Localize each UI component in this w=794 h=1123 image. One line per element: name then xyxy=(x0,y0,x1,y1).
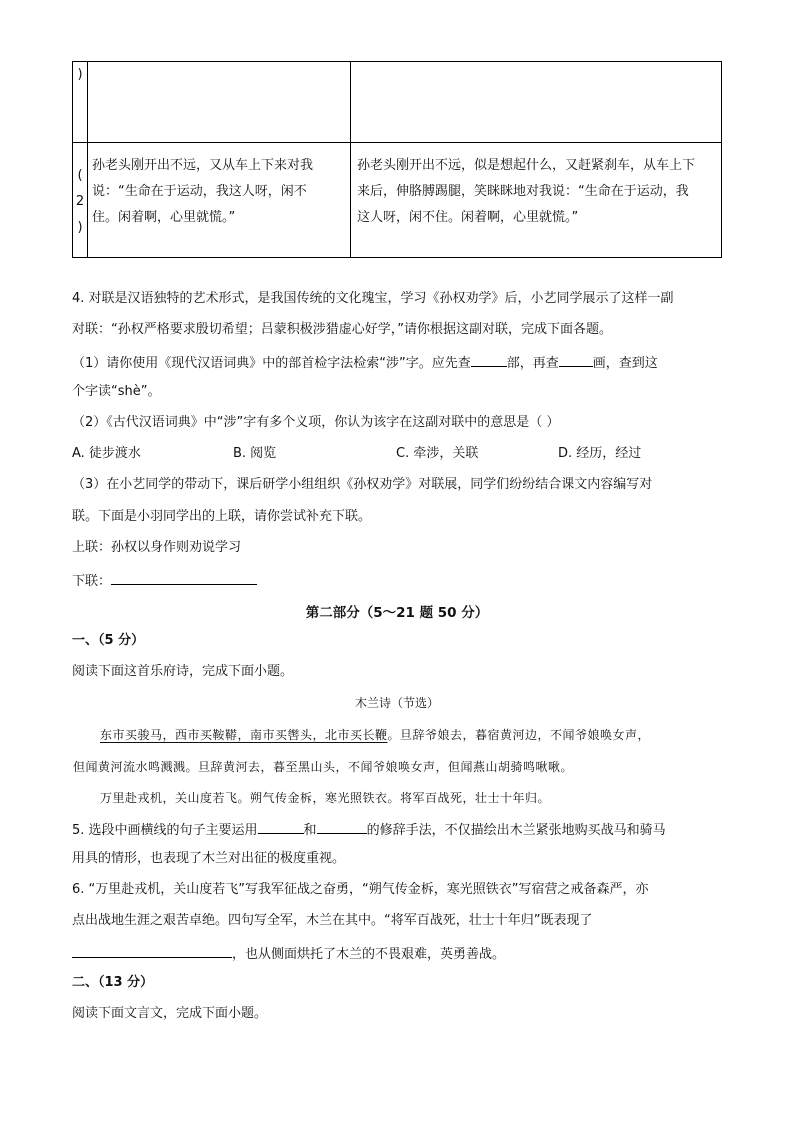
q5-text: 的修辞手法，不仅描绘出木兰紧张地购买战马和骑马 xyxy=(366,823,666,838)
q6-text: ，也从侧面烘托了木兰的不畏艰难，英勇善战。 xyxy=(232,947,506,962)
q4-sub1-text: 部，再查 xyxy=(506,356,559,371)
q5-text: 5. 选段中画横线的句子主要运用 xyxy=(72,823,258,838)
q4-upper-couplet: 上联：孙权以身作则劝说学习 xyxy=(72,540,242,555)
part2-title: 第二部分（5～21 题 50 分） xyxy=(305,605,489,621)
cell-text: 孙老头刚开出不远，又从车上下来对我 xyxy=(92,158,314,173)
cell-text: 住。闲着啊，心里就慌。” xyxy=(92,210,236,225)
q4-sub1-text: 画，查到这 xyxy=(592,356,658,371)
table-cell-revised xyxy=(351,62,722,143)
option-a[interactable]: A. 徒步渡水 xyxy=(72,446,141,461)
q4-sub1-line2: 个字读“shè”。 xyxy=(72,384,161,399)
q5-text: 和 xyxy=(303,823,317,838)
answer-blank[interactable] xyxy=(111,570,257,585)
comparison-table xyxy=(72,61,722,258)
q4-sub1 xyxy=(72,352,658,373)
row-index-text: 2 xyxy=(75,194,85,209)
cell-text: 说：“生命在于运动，我这人呀，闲不 xyxy=(92,184,307,199)
q4-sub1-text: （1）请你使用《现代汉语词典》中的部首检字法检索“涉”字。应先查 xyxy=(72,356,471,371)
option-d[interactable]: D. 经历，经过 xyxy=(558,446,642,461)
poem-line2: 但闻黄河流水鸣溅溅。旦辞黄河去，暮至黑山头，不闻爷娘唤女声，但闻燕山胡骑鸣啾啾。 xyxy=(73,760,574,774)
table-cell-revised xyxy=(351,143,722,258)
poem-line1 xyxy=(100,726,650,743)
answer-blank[interactable] xyxy=(471,352,507,367)
option-b[interactable]: B. 阅览 xyxy=(233,446,277,461)
row-index-text: ) xyxy=(77,220,83,235)
answer-blank[interactable] xyxy=(559,352,593,367)
answer-blank[interactable] xyxy=(258,819,304,834)
q6-line2: 点出战地生涯之艰苦卓绝。四句写全军，木兰在其中。“将军百战死，壮士十年归”既表现了 xyxy=(72,913,593,928)
table-cell-original xyxy=(88,62,351,143)
q4-sub3-line2: 联。下面是小羽同学出的上联，请你尝试补充下联。 xyxy=(72,509,372,524)
q4-stem-line2: 对联：“孙权严格要求殷切希望；吕蒙积极涉猎虚心好学，”请你根据这副对联，完成下面各题。 xyxy=(72,322,612,337)
row-index-text: ) xyxy=(77,67,83,82)
cell-text: 这人呀，闲不住。闲着啊，心里就慌。” xyxy=(357,210,579,225)
poem-underlined-text: 东市买骏马，西市买鞍鞯，南市买辔头，北市买长鞭 xyxy=(100,728,388,742)
option-c[interactable]: C. 牵涉，关联 xyxy=(396,446,479,461)
section2-title: 二、（13 分） xyxy=(72,975,154,990)
q5 xyxy=(72,819,666,840)
poem-text: 。旦辞爷娘去，暮宿黄河边，不闻爷娘唤女声， xyxy=(387,728,651,742)
answer-blank[interactable] xyxy=(72,943,232,958)
q6-line1: 6. “万里赴戎机，关山度若飞”写我军征战之奋勇，“朔气传金柝，寒光照铁衣”写宿营之戒备森严，亦 xyxy=(72,882,649,897)
q4-stem-line1: 4. 对联是汉语独特的艺术形式，是我国传统的文化瑰宝，学习《孙权劝学》后，小艺同学展示了这样一副 xyxy=(72,291,674,306)
section1-title: 一、（5 分） xyxy=(72,633,145,648)
table-row xyxy=(73,62,722,143)
q4-sub2: （2）《古代汉语词典》中“涉”字有多个义项，你认为该字在这副对联中的意思是（ ） xyxy=(72,415,560,430)
table-cell-original xyxy=(88,143,351,258)
section2-intro: 阅读下面文言文，完成下面小题。 xyxy=(72,1006,268,1021)
row-index xyxy=(73,143,88,258)
q4-lower-couplet xyxy=(72,570,257,591)
section1-intro: 阅读下面这首乐府诗，完成下面小题。 xyxy=(72,664,294,679)
table-row xyxy=(73,143,722,258)
cell-text: 来后，伸胳膊踢腿，笑眯眯地对我说：“生命在于运动，我 xyxy=(357,184,689,199)
q6-line3 xyxy=(72,943,505,964)
row-index-text: ( xyxy=(77,168,83,183)
answer-blank[interactable] xyxy=(317,819,367,834)
q4-sub3-line1: （3）在小艺同学的带动下，课后研学小组组织《孙权劝学》对联展，同学们纷纷结合课文内容编写对 xyxy=(72,477,653,492)
cell-text: 孙老头刚开出不远，似是想起什么，又赶紧刹车，从车上下 xyxy=(357,158,696,173)
poem-title: 木兰诗（节选） xyxy=(354,696,439,710)
row-index xyxy=(73,62,88,143)
q4-lower-label: 下联： xyxy=(72,574,112,589)
poem-line3: 万里赴戎机，关山度若飞。朔气传金柝，寒光照铁衣。将军百战死，壮士十年归。 xyxy=(100,791,551,805)
q5-line2: 用具的情形，也表现了木兰对出征的极度重视。 xyxy=(72,851,346,866)
